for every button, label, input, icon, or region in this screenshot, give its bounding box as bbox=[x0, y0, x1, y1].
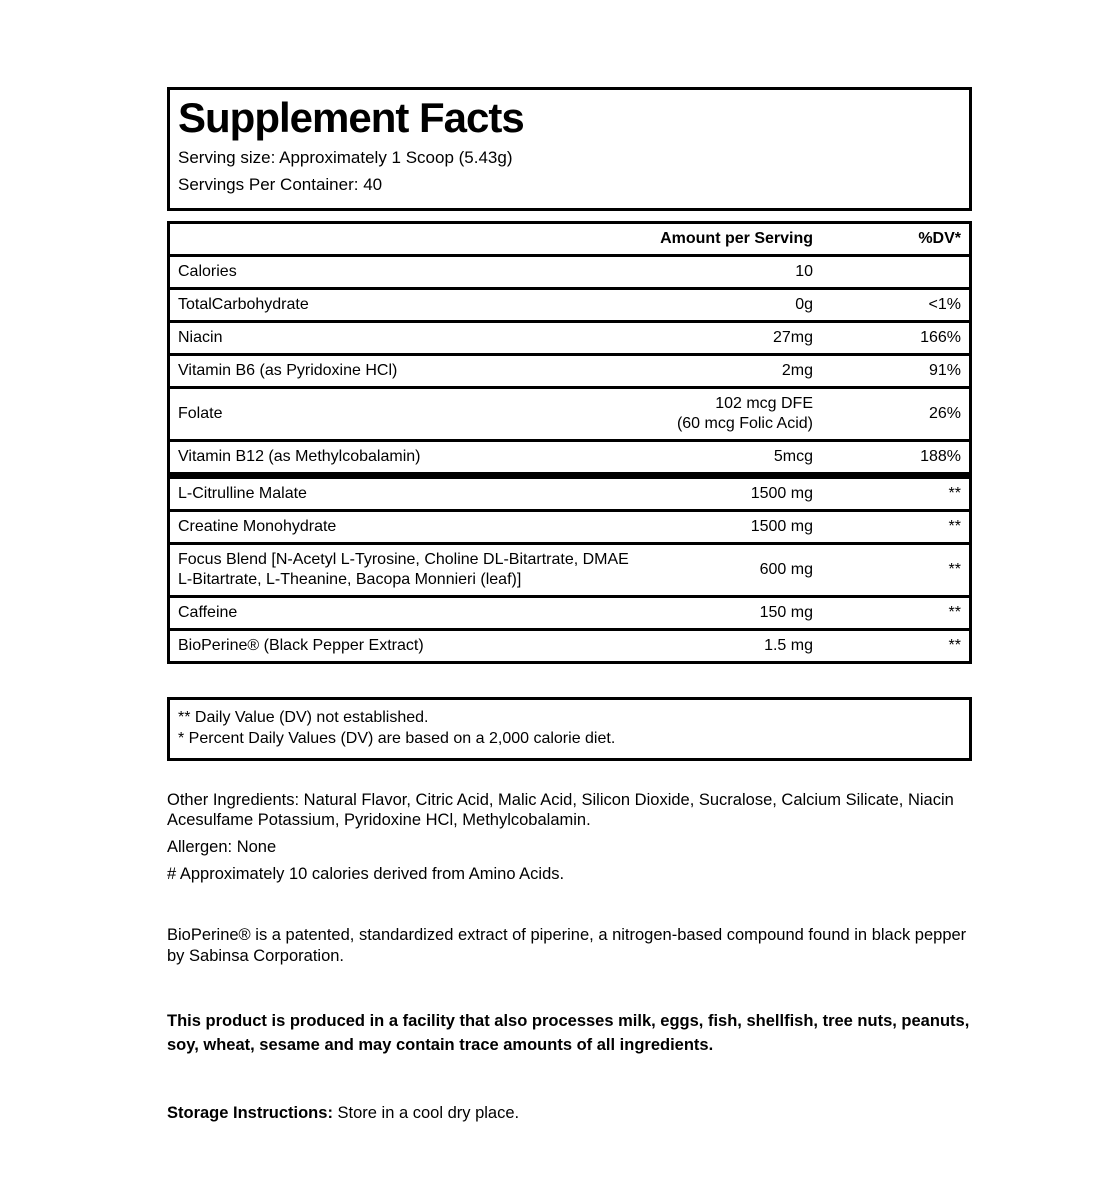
footnote-percent-dv: * Percent Daily Values (DV) are based on a 2,000 calorie diet. bbox=[178, 729, 616, 747]
footnote-box bbox=[167, 697, 972, 761]
nutrient-amount: 102 mcg DFE (60 mcg Folic Acid) bbox=[676, 394, 813, 432]
nutrient-name: Niacin bbox=[178, 328, 223, 346]
nutrient-dv: ** bbox=[948, 484, 961, 502]
nutrient-name: Calories bbox=[178, 262, 237, 280]
nutrient-name: Folate bbox=[178, 404, 223, 422]
servings-per-container: Servings Per Container: 40 bbox=[178, 174, 383, 194]
nutrient-amount: 27mg bbox=[772, 328, 813, 346]
nutrient-name: Caffeine bbox=[178, 603, 238, 621]
amount-per-serving-header: Amount per Serving bbox=[660, 229, 813, 247]
dv-header: %DV* bbox=[918, 229, 961, 247]
nutrient-name: TotalCarbohydrate bbox=[178, 295, 309, 313]
storage-instructions-text: Store in a cool dry place. bbox=[332, 1103, 520, 1122]
nutrient-dv: 188% bbox=[920, 447, 961, 465]
nutrient-dv bbox=[813, 267, 969, 277]
table-row bbox=[170, 257, 969, 287]
nutrient-amount: 2mg bbox=[781, 361, 813, 379]
nutrient-amount: 0g bbox=[795, 295, 813, 313]
storage-instructions-label: Storage Instructions: bbox=[167, 1103, 333, 1122]
actives-section bbox=[170, 472, 969, 661]
nutrient-amount: 1500 mg bbox=[750, 484, 813, 502]
table-row bbox=[170, 439, 969, 472]
nutrient-dv: 166% bbox=[920, 328, 961, 346]
facility-statement: This product is produced in a facility that also processes milk, eggs, fish, shellfish, tree nuts, peanuts, soy, wheat, sesame and may contain trace amounts of all ingredients. bbox=[167, 1011, 970, 1054]
storage-instructions bbox=[167, 1103, 972, 1123]
table-row bbox=[170, 628, 969, 661]
nutrient-dv: <1% bbox=[928, 295, 961, 313]
nutrient-name: Vitamin B12 (as Methylcobalamin) bbox=[178, 447, 421, 465]
table-header-row bbox=[170, 224, 969, 257]
table-row bbox=[170, 386, 969, 439]
table-row bbox=[170, 353, 969, 386]
allergen-statement: Allergen: None bbox=[167, 837, 277, 856]
table-row bbox=[170, 287, 969, 320]
nutrient-name: L-Citrulline Malate bbox=[178, 484, 307, 502]
bioperine-note: BioPerine® is a patented, standardized extract of piperine, a nitrogen-based compound found in black pepper by Sabinsa Corporation. bbox=[167, 925, 967, 965]
nutrient-name: BioPerine® (Black Pepper Extract) bbox=[178, 636, 424, 654]
supplement-facts-header-box bbox=[167, 87, 972, 211]
table-row bbox=[170, 320, 969, 353]
nutrient-dv: ** bbox=[948, 560, 961, 578]
nutrient-amount: 150 mg bbox=[759, 603, 813, 621]
header-spacer bbox=[170, 234, 638, 244]
nutrient-amount: 1.5 mg bbox=[764, 636, 813, 654]
nutrient-dv: 91% bbox=[928, 361, 961, 379]
nutrient-amount: 10 bbox=[795, 262, 813, 280]
table-row bbox=[170, 509, 969, 542]
supplement-facts-title: Supplement Facts bbox=[178, 94, 524, 141]
label-content bbox=[167, 87, 972, 1123]
nutrient-name: Focus Blend [N-Acetyl L-Tyrosine, Choline DL-Bitartrate, DMAE L-Bitartrate, L-Theanine, Bacopa Monnieri (leaf)] bbox=[178, 550, 629, 588]
nutrient-amount: 600 mg bbox=[759, 560, 813, 578]
table-row bbox=[170, 542, 969, 595]
calorie-note: # Approximately 10 calories derived from Amino Acids. bbox=[167, 864, 565, 883]
table-row bbox=[170, 479, 969, 509]
other-ingredients: Other Ingredients: Natural Flavor, Citric Acid, Malic Acid, Silicon Dioxide, Sucralose, Calcium Silicate, Niacin Acesulfame Potassium, Pyridoxine HCl, Methylcobalamin. bbox=[167, 790, 954, 829]
nutrient-dv: 26% bbox=[928, 404, 961, 422]
nutrient-name: Creatine Monohydrate bbox=[178, 517, 337, 535]
nutrient-dv: ** bbox=[948, 636, 961, 654]
footnote-dv-not-established: ** Daily Value (DV) not established. bbox=[178, 708, 429, 726]
nutrient-dv: ** bbox=[948, 517, 961, 535]
supplement-facts-table bbox=[167, 221, 972, 664]
table-row bbox=[170, 595, 969, 628]
vitamins-section bbox=[170, 257, 969, 472]
nutrient-name: Vitamin B6 (as Pyridoxine HCl) bbox=[178, 361, 398, 379]
serving-size: Serving size: Approximately 1 Scoop (5.43g) bbox=[178, 148, 513, 168]
nutrient-amount: 1500 mg bbox=[750, 517, 813, 535]
nutrient-dv: ** bbox=[948, 603, 961, 621]
nutrient-amount: 5mcg bbox=[773, 447, 813, 465]
